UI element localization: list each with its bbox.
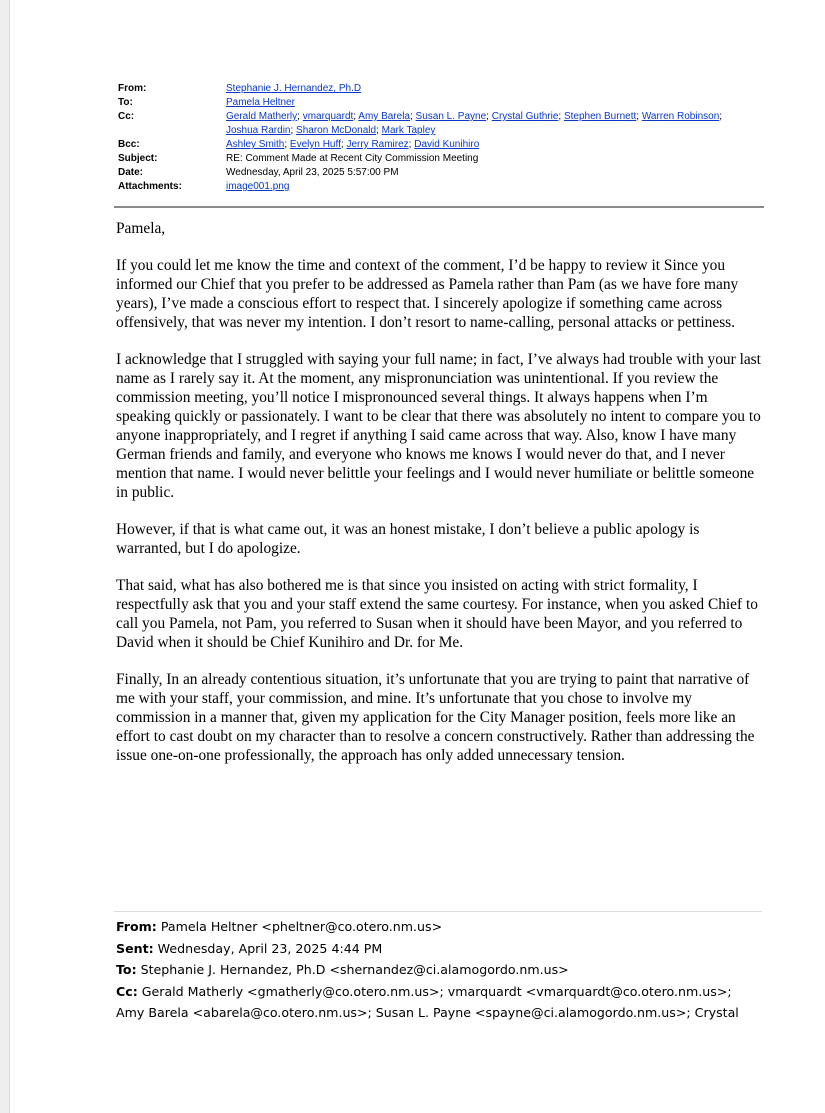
- header-divider: [114, 206, 764, 208]
- quoted-to-value: Stephanie J. Hernandez, Ph.D <shernandez@ci.alamogordo.nm.us>: [140, 962, 569, 978]
- email-header: [118, 82, 766, 194]
- quoted-from-label: From:: [116, 919, 157, 934]
- quoted-sent-value: Wednesday, April 23, 2025 4:44 PM: [157, 940, 383, 956]
- bcc-link[interactable]: David Kunihiro: [414, 139, 480, 150]
- attachments-label: Attachments:: [118, 181, 182, 192]
- bcc-link[interactable]: Evelyn Huff: [289, 139, 341, 150]
- quoted-to-label: To:: [116, 962, 137, 978]
- cc-link[interactable]: vmarquardt: [302, 111, 354, 122]
- date-row: [118, 166, 766, 180]
- bcc-link[interactable]: Jerry Ramirez: [346, 139, 409, 150]
- bcc-label: Bcc:: [118, 139, 140, 150]
- quoted-to-row: [116, 959, 776, 981]
- attachment-link[interactable]: image001.png: [226, 181, 290, 192]
- cc-recipients: Gerald Matherly; vmarquardt; Amy Barela; Susan L. Payne; Crystal Guthrie; Stephen Burnett; Warren Robinson; Joshua Rardin; Sharon McDonald; Mark Tapley: [226, 111, 723, 136]
- quoted-cc-row: [116, 981, 776, 1003]
- attachments-row: [118, 180, 766, 194]
- body-paragraph: If you could let me know the time and context of the comment, I’d be happy to review it Since you informed our Chief that you prefer to be addressed as Pamela rather than Pam (as we have fore many years), I’ve made a conscious effort to respect that. I sincerely apologize if something came across offensively, that was never my intention. I don’t resort to name-calling, personal attacks or pettiness.: [116, 257, 739, 331]
- cc-link[interactable]: Joshua Rardin: [226, 125, 291, 136]
- cc-link[interactable]: Sharon McDonald: [296, 125, 377, 136]
- greeting: Pamela,: [116, 220, 166, 237]
- quoted-cc-label: Cc:: [116, 983, 138, 999]
- to-row: [118, 96, 766, 110]
- cc-link[interactable]: Amy Barela: [358, 111, 410, 122]
- quoted-cc-value: Gerald Matherly <gmatherly@co.otero.nm.us>; vmarquardt <vmarquardt@co.otero.nm.us>;: [141, 983, 732, 999]
- date-value: Wednesday, April 23, 2025 5:57:00 PM: [226, 167, 399, 178]
- subject-label: Subject:: [118, 153, 158, 164]
- page-left-edge: [0, 0, 10, 1113]
- cc-link[interactable]: Warren Robinson: [641, 111, 720, 122]
- cc-link[interactable]: Gerald Matherly: [226, 111, 298, 122]
- email-body: [116, 219, 766, 783]
- cc-link[interactable]: Stephen Burnett: [563, 111, 637, 122]
- quoted-from-row: [116, 916, 776, 938]
- to-link[interactable]: Pamela Heltner: [226, 97, 295, 108]
- from-row: [118, 82, 766, 96]
- bcc-row: [118, 138, 766, 152]
- date-label: Date:: [118, 167, 144, 178]
- body-paragraph: That said, what has also bothered me is that since you insisted on acting with strict formality, I respectfully ask that you and your staff extend the same courtesy. For instance, when you asked Chief to call you Pamela, not Pam, you referred to Susan when it should have been Mayor, and you referred to David when it should be Chief Kunihiro and Dr. for Me.: [116, 577, 758, 651]
- quoted-divider: [114, 911, 762, 912]
- quoted-header: [116, 916, 776, 1024]
- cc-row: [118, 110, 766, 138]
- body-paragraph: However, if that is what came out, it was an honest mistake, I don’t believe a public apology is warranted, but I do apologize.: [116, 521, 700, 557]
- from-label: From:: [118, 83, 147, 94]
- quoted-sent-row: [116, 938, 776, 960]
- from-link[interactable]: Stephanie J. Hernandez, Ph.D: [226, 83, 362, 94]
- cc-label: Cc:: [118, 111, 135, 122]
- cc-link[interactable]: Susan L. Payne: [415, 111, 487, 122]
- bcc-recipients: Ashley Smith; Evelyn Huff; Jerry Ramirez; David Kunihiro: [226, 139, 480, 150]
- subject-row: [118, 152, 766, 166]
- subject-value: RE: Comment Made at Recent City Commission Meeting: [226, 153, 479, 164]
- cc-link[interactable]: Mark Tapley: [381, 125, 436, 136]
- body-paragraph: I acknowledge that I struggled with saying your full name; in fact, I’ve always had trouble with your last name as I rarely say it. At the moment, any mispronunciation was unintentional. If you review the commission meeting, you’ll notice I mispronounced several things. It always happens when I’m speaking quickly or passionately. I want to be clear that there was absolutely no intent to compare you to anyone inappropriately, and I regret if anything I said came across that way. Also, know I have many German friends and family, and everyone who knows me knows I would never do that, and I never mention that name. I would never belittle your feelings and I would never humiliate or belittle someone in public.: [116, 351, 761, 501]
- quoted-from-value: Pamela Heltner <pheltner@co.otero.nm.us>: [160, 919, 443, 934]
- quoted-sent-label: Sent:: [116, 940, 154, 956]
- cc-link[interactable]: Crystal Guthrie: [491, 111, 559, 122]
- body-paragraph: Finally, In an already contentious situation, it’s unfortunate that you are trying to paint that narrative of me with your staff, your commission, and mine. It’s unfortunate that you chose to involve my commission in a manner that, given my application for the City Manager position, feels more like an effort to cast doubt on my character than to resolve a concern constructively. Rather than addressing the issue one-on-one professionally, the approach has only added unnecessary tension.: [116, 671, 755, 764]
- quoted-cc-row-continued: Amy Barela <abarela@co.otero.nm.us>; Susan L. Payne <spayne@ci.alamogordo.nm.us>; Crystal: [116, 1005, 739, 1021]
- bcc-link[interactable]: Ashley Smith: [226, 139, 285, 150]
- to-label: To:: [118, 97, 133, 108]
